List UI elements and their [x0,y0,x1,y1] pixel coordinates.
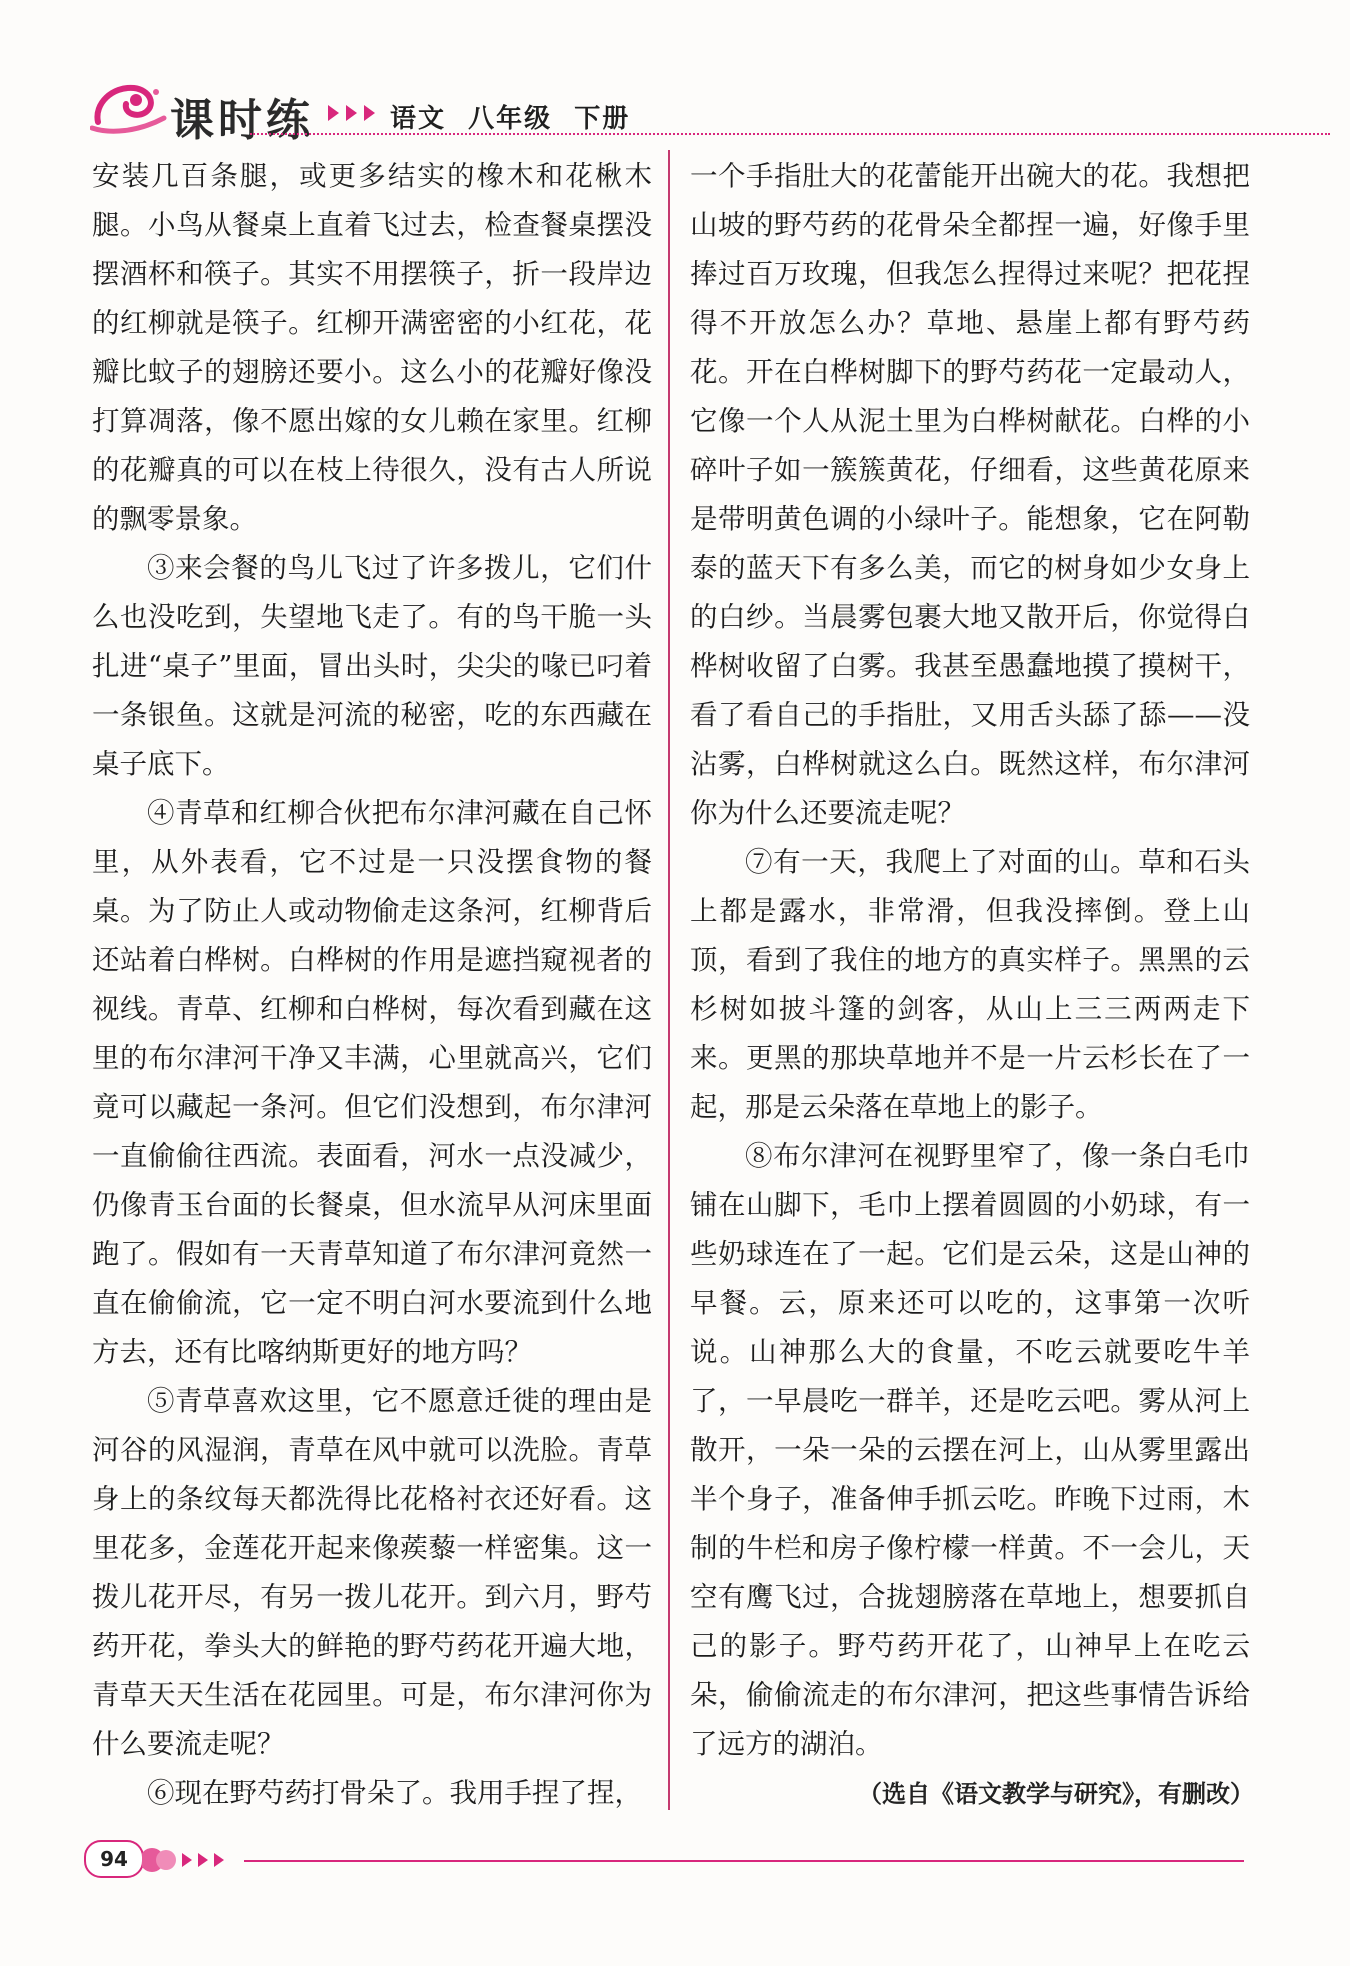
triple-arrow-icon [142,1844,242,1876]
paragraph: ④青草和红柳合伙把布尔津河藏在自己怀里，从外表看，它不过是一只没摆食物的餐桌。为了防止人或动物偷走这条河，红柳背后还站着白桦树。白桦树的作用是遮挡窥视者的视线。青草、红柳和白桦树，每次看到藏在这里的布尔津河干净又丰满，心里就高兴，它们竟可以藏起一条河。但它们没想到，布尔津河一直偷偷往西流。表面看，河水一点没减少，仍像青玉台面的长餐桌，但水流早从河床里面跑了。假如有一天青草知道了布尔津河竟然一直在偷偷流，它一定不明白河水要流到什么地方去，还有比喀纳斯更好的地方吗？ [92,797,652,1368]
page-header [90,78,1260,148]
column-divider [668,150,670,1810]
triple-arrow-icon [326,102,386,124]
paragraph: ⑦有一天，我爬上了对面的山。草和石头上都是露水，非常滑，但我没摔倒。登上山顶，看到了我住的地方的真实样子。黑黑的云杉树如披斗篷的剑客，从山上三三两两走下来。更黑的那块草地并不是一片云杉长在了一起，那是云朵落在草地上的影子。 [690,846,1250,1123]
paragraph: ⑤青草喜欢这里，它不愿意迁徙的理由是河谷的风湿润，青草在风中就可以洗脸。青草身上的条纹每天都洗得比花格衬衣还好看。这里花多，金莲花开起来像蒺藜一样密集。这一拨儿花开尽，有另一拨儿花开。到六月，野芍药开花，拳头大的鲜艳的野芍药花开遍大地，青草天天生活在花园里。可是，布尔津河你为什么要流走呢？ [92,1385,652,1760]
paragraph: 一个手指肚大的花蕾能开出碗大的花。我想把山坡的野芍药的花骨朵全都捏一遍，好像手里捧过百万玫瑰，但我怎么捏得过来呢？把花捏得不开放怎么办？草地、悬崖上都有野芍药花。开在白桦树脚下的野芍药花一定最动人，它像一个人从泥土里为白桦树献花。白桦的小碎叶子如一簇簇黄花，仔细看，这些黄花原来是带明黄色调的小绿叶子。能想象，它在阿勒泰的蓝天下有多么美，而它的树身如少女身上的白纱。当晨雾包裹大地又散开后，你觉得白桦树收留了白雾。我甚至愚蠢地摸了摸树干，看了看自己的手指肚，又用舌头舔了舔——没沾雾，白桦树就这么白。既然这样，布尔津河你为什么还要流走呢？ [690,160,1250,829]
header-rule [250,133,1330,135]
footer-rule [244,1860,1244,1862]
paragraph: 安装几百条腿，或更多结实的橡木和花楸木腿。小鸟从餐桌上直着飞过去，检查餐桌摆没摆酒杯和筷子。其实不用摆筷子，折一段岸边的红柳就是筷子。红柳开满密密的小红花，花瓣比蚊子的翅膀还要小。这么小的花瓣好像没打算凋落，像不愿出嫁的女儿赖在家里。红柳的花瓣真的可以在枝上待很久，没有古人所说的飘零景象。 [92,160,652,535]
paragraph: ③来会餐的鸟儿飞过了许多拨儿，它们什么也没吃到，失望地飞走了。有的鸟干脆一头扎进“桌子”里面，冒出头时，尖尖的喙已叼着一条银鱼。这就是河流的秘密，吃的东西藏在桌子底下。 [92,552,652,780]
paragraph: ⑥现在野芍药打骨朵了。我用手捏了捏， [147,1777,642,1809]
page-footer [84,1840,1264,1880]
subject-label: 语文 八年级 下册 [390,104,631,134]
left-column [92,152,652,1818]
right-column [690,152,1250,1769]
series-title: 课时练 [170,95,314,146]
page-number: 94 [84,1840,144,1878]
pink-swirl-logo-icon [90,78,172,140]
source-note: （选自《语文教学与研究》，有删改） [858,1779,1254,1808]
paragraph: ⑧布尔津河在视野里窄了，像一条白毛巾铺在山脚下，毛巾上摆着圆圆的小奶球，有一些奶球连在了一起。它们是云朵，这是山神的早餐。云，原来还可以吃的，这事第一次听说。山神那么大的食量，不吃云就要吃牛羊了，一早晨吃一群羊，还是吃云吧。雾从河上散开，一朵一朵的云摆在河上，山从雾里露出半个身子，准备伸手抓云吃。昨晚下过雨，木制的牛栏和房子像柠檬一样黄。不一会儿，天空有鹰飞过，合拢翅膀落在草地上，想要抓自己的影子。野芍药开花了，山神早上在吃云朵，偷偷流走的布尔津河，把这些事情告诉给了远方的湖泊。 [690,1140,1250,1760]
